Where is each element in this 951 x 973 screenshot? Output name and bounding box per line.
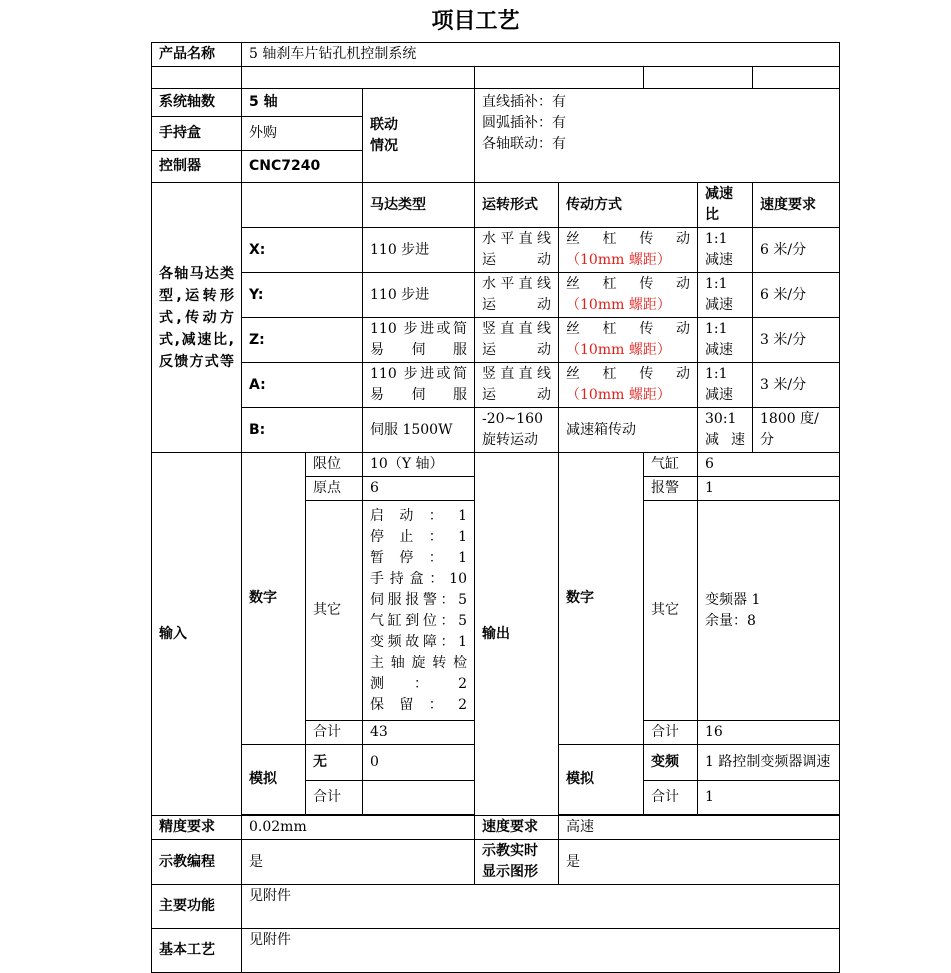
- process-table: [151, 42, 840, 973]
- axis-x-drive: 丝 杠 传 动: [566, 231, 690, 247]
- header-motor-type: 马达类型: [363, 183, 475, 228]
- handheld-value: 外购: [242, 117, 363, 151]
- blank-cell: [152, 67, 242, 89]
- axis-x-drive-cell: [559, 228, 698, 273]
- axis-y-drive-note: （10mm 螺距）: [566, 297, 671, 313]
- axis-x-ratio: 1:1 减速: [698, 228, 753, 273]
- axis-x-motor: 110 步进: [363, 228, 475, 273]
- linkage-value: 直线插补：有 圆弧插补：有 各轴联动：有: [475, 89, 840, 183]
- teach-value: 是: [242, 840, 475, 885]
- in-other-value: 启动：1 停止：1 暂停：1 手持盒：10 伺服报警：5 气缸到位：5 变频故障：1 主轴旋转检测：2 保留：2: [363, 501, 475, 721]
- axis-z-label: Z:: [242, 318, 363, 363]
- in-origin-label: 原点: [306, 477, 363, 501]
- axis-b-motion: -20~160 旋转运动: [475, 408, 559, 453]
- in-origin-value: 6: [363, 477, 475, 501]
- blank-cell: [475, 67, 644, 89]
- out-other-value: 变频器 1 余量：8: [698, 501, 840, 721]
- out-vfd-value: 1 路控制变频器调速: [698, 745, 840, 781]
- output-label: 输出: [475, 453, 559, 816]
- axis-x-label: X:: [242, 228, 363, 273]
- out-other-label: 其它: [644, 501, 698, 721]
- in-analog-none-label: 无: [306, 745, 363, 781]
- product-label: 产品名称: [152, 43, 242, 67]
- speed-req-value: 高速: [559, 816, 840, 840]
- basic-process-label: 基本工艺: [152, 929, 242, 973]
- teach-realtime-label: 示教实时显示图形: [475, 840, 559, 885]
- product-value: 5 轴刹车片钻孔机控制系统: [242, 43, 840, 67]
- axis-z-drive-note: （10mm 螺距）: [566, 342, 671, 358]
- in-limit-label: 限位: [306, 453, 363, 477]
- in-total-value: 43: [363, 721, 475, 745]
- out-alarm-value: 1: [698, 477, 840, 501]
- axis-b-ratio: 30:1 减速: [698, 408, 753, 453]
- in-analog-total-value: [363, 781, 475, 815]
- output-digital-label: 数字: [559, 453, 644, 745]
- header-ratio: 减速比: [698, 183, 753, 228]
- out-analog-total-value: 1: [698, 781, 840, 815]
- header-speed: 速度要求: [753, 183, 840, 228]
- speed-req-label: 速度要求: [475, 816, 559, 840]
- blank-cell: [644, 67, 753, 89]
- out-alarm-label: 报警: [644, 477, 698, 501]
- input-analog-label: 模拟: [242, 745, 306, 815]
- axis-b-motor: 伺服 1500W: [363, 408, 475, 453]
- axis-a-motor: 110 步进或简易伺服: [363, 363, 475, 408]
- teach-realtime-value: 是: [559, 840, 840, 885]
- axes-count-label: 系统轴数: [152, 89, 242, 117]
- axis-z-ratio: 1:1 减速: [698, 318, 753, 363]
- axis-z-motor: 110 步进或简易伺服: [363, 318, 475, 363]
- axis-x-motion: 水平直线运动: [475, 228, 559, 273]
- precision-value: 0.02mm: [242, 816, 475, 840]
- output-analog-label: 模拟: [559, 745, 644, 815]
- axis-y-motor: 110 步进: [363, 273, 475, 318]
- axis-b-speed: 1800 度/分: [753, 408, 840, 453]
- axis-y-drive: 丝 杠 传 动: [566, 276, 690, 292]
- axis-a-speed: 3 米/分: [753, 363, 840, 408]
- axis-y-motion: 水平直线运动: [475, 273, 559, 318]
- teach-label: 示教编程: [152, 840, 242, 885]
- axis-z-drive-cell: [559, 318, 698, 363]
- axis-x-speed: 6 米/分: [753, 228, 840, 273]
- axis-a-label: A:: [242, 363, 363, 408]
- out-cylinder-value: 6: [698, 453, 840, 477]
- axis-a-motion: 竖直直线运动: [475, 363, 559, 408]
- axis-y-ratio: 1:1 减速: [698, 273, 753, 318]
- axis-z-drive: 丝 杠 传 动: [566, 321, 690, 337]
- basic-process-value: 见附件: [242, 929, 840, 973]
- axis-x-drive-note: （10mm 螺距）: [566, 252, 671, 268]
- out-total-label: 合计: [644, 721, 698, 745]
- axes-count-value: 5 轴: [242, 89, 363, 117]
- in-limit-value: 10（Y 轴）: [363, 453, 475, 477]
- linkage-label: 联动 情况: [363, 89, 475, 183]
- axis-a-ratio: 1:1 减速: [698, 363, 753, 408]
- header-motion: 运转形式: [475, 183, 559, 228]
- header-drive: 传动方式: [559, 183, 698, 228]
- axis-y-drive-cell: [559, 273, 698, 318]
- handheld-label: 手持盒: [152, 117, 242, 151]
- controller-label: 控制器: [152, 151, 242, 183]
- axis-a-drive-note: （10mm 螺距）: [566, 387, 671, 403]
- input-label: 输入: [152, 453, 242, 816]
- motor-section-label: 各轴马达类型,运转形式,传动方式,减速比,反馈方式等: [152, 183, 242, 453]
- out-total-value: 16: [698, 721, 840, 745]
- in-total-label: 合计: [306, 721, 363, 745]
- main-function-value: 见附件: [242, 885, 840, 929]
- axis-a-drive-cell: [559, 363, 698, 408]
- blank-cell: [753, 67, 840, 89]
- blank-cell: [242, 183, 363, 228]
- page-title: 项目工艺: [431, 9, 520, 34]
- out-vfd-label: 变频: [644, 745, 698, 781]
- axis-y-label: Y:: [242, 273, 363, 318]
- axis-b-label: B:: [242, 408, 363, 453]
- out-analog-total-label: 合计: [644, 781, 698, 815]
- out-cylinder-label: 气缸: [644, 453, 698, 477]
- in-other-label: 其它: [306, 501, 363, 721]
- axis-a-drive: 丝 杠 传 动: [566, 366, 690, 382]
- precision-label: 精度要求: [152, 816, 242, 840]
- controller-value: CNC7240: [242, 151, 363, 183]
- in-analog-total-label: 合计: [306, 781, 363, 815]
- axis-y-speed: 6 米/分: [753, 273, 840, 318]
- input-digital-label: 数字: [242, 453, 306, 745]
- axis-z-speed: 3 米/分: [753, 318, 840, 363]
- blank-cell: [242, 67, 475, 89]
- axis-b-drive: 减速箱传动: [559, 408, 698, 453]
- in-analog-none-value: 0: [363, 745, 475, 781]
- main-function-label: 主要功能: [152, 885, 242, 929]
- axis-z-motion: 竖直直线运动: [475, 318, 559, 363]
